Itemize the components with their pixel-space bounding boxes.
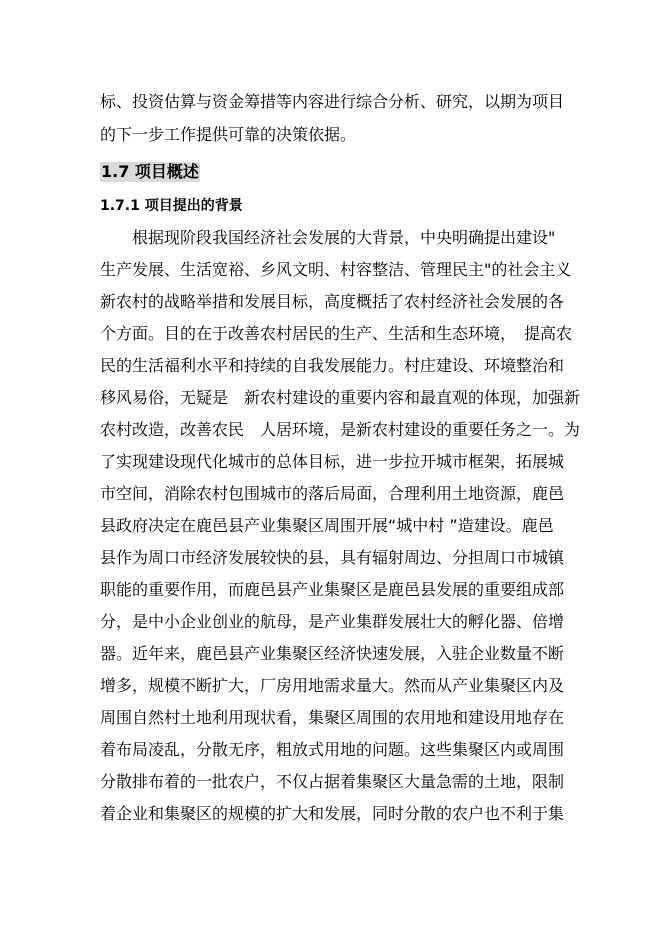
intro-line: 标、投资估算与资金筹措等内容进行综合分析、研究，以期为项目 — [100, 92, 565, 111]
body-line: 个方面。目的在于改善农村居民的生产、生活和生态环境， 提高农 — [100, 324, 573, 343]
intro-line: 的下一步工作提供可靠的决策依据。 — [100, 125, 357, 144]
body-line: 着企业和集聚区的规模的扩大和发展，同时分散的农户也不利于集 — [100, 804, 565, 823]
body-line: 了实现建设现代化城市的总体目标，进一步拉开城市框架，拓展城 — [100, 452, 565, 471]
body-line: 周围自然村土地利用现状看，集聚区周围的农用地和建设用地存在 — [100, 708, 565, 727]
body-line: 移风易俗，无疑是 新农村建设的重要内容和最直观的体现，加强新 — [100, 388, 581, 407]
body-line: 民的生活福利水平和持续的自我发展能力。村庄建设、环境整治和 — [100, 356, 565, 375]
body-line: 市空间，消除农村包围城市的落后局面，合理利用土地资源，鹿邑 — [100, 484, 565, 503]
body-line: 职能的重要作用，而鹿邑县产业集聚区是鹿邑县发展的重要组成部 — [100, 580, 565, 599]
body-line: 生产发展、生活宽裕、乡风文明、村容整洁、管理民主"的社会主义 — [100, 260, 572, 279]
body-line: 分，是中小企业创业的航母，是产业集群发展壮大的孵化器、倍增 — [100, 612, 565, 631]
body-line: 着布局凌乱，分散无序，粗放式用地的问题。这些集聚区内或周围 — [100, 740, 565, 759]
section-heading: 1.7 项目概述 — [101, 162, 199, 181]
body-line: 分散排布着的一批农户，不仅占据着集聚区大量急需的土地，限制 — [100, 772, 565, 791]
body-line: 县作为周口市经济发展较快的县，具有辐射周边、分担周口市城镇 — [100, 548, 565, 567]
body-line: 器。近年来，鹿邑县产业集聚区经济快速发展，入驻企业数量不断 — [100, 644, 565, 663]
body-line: 增多，规模不断扩大，厂房用地需求量大。然而从产业集聚区内及 — [100, 676, 565, 695]
body-line: 农村改造，改善农民 人居环境，是新农村建设的重要任务之一。为 — [100, 420, 581, 439]
body-line: 新农村的战略举措和发展目标，高度概括了农村经济社会发展的各 — [100, 292, 565, 311]
body-line: 县政府决定在鹿邑县产业集聚区周围开展“城中村 ”造建设。鹿邑 — [100, 516, 554, 535]
body-line: 根据现阶段我国经济社会发展的大背景，中央明确提出建设" — [100, 228, 556, 247]
subsection-heading: 1.7.1 项目提出的背景 — [100, 198, 243, 214]
